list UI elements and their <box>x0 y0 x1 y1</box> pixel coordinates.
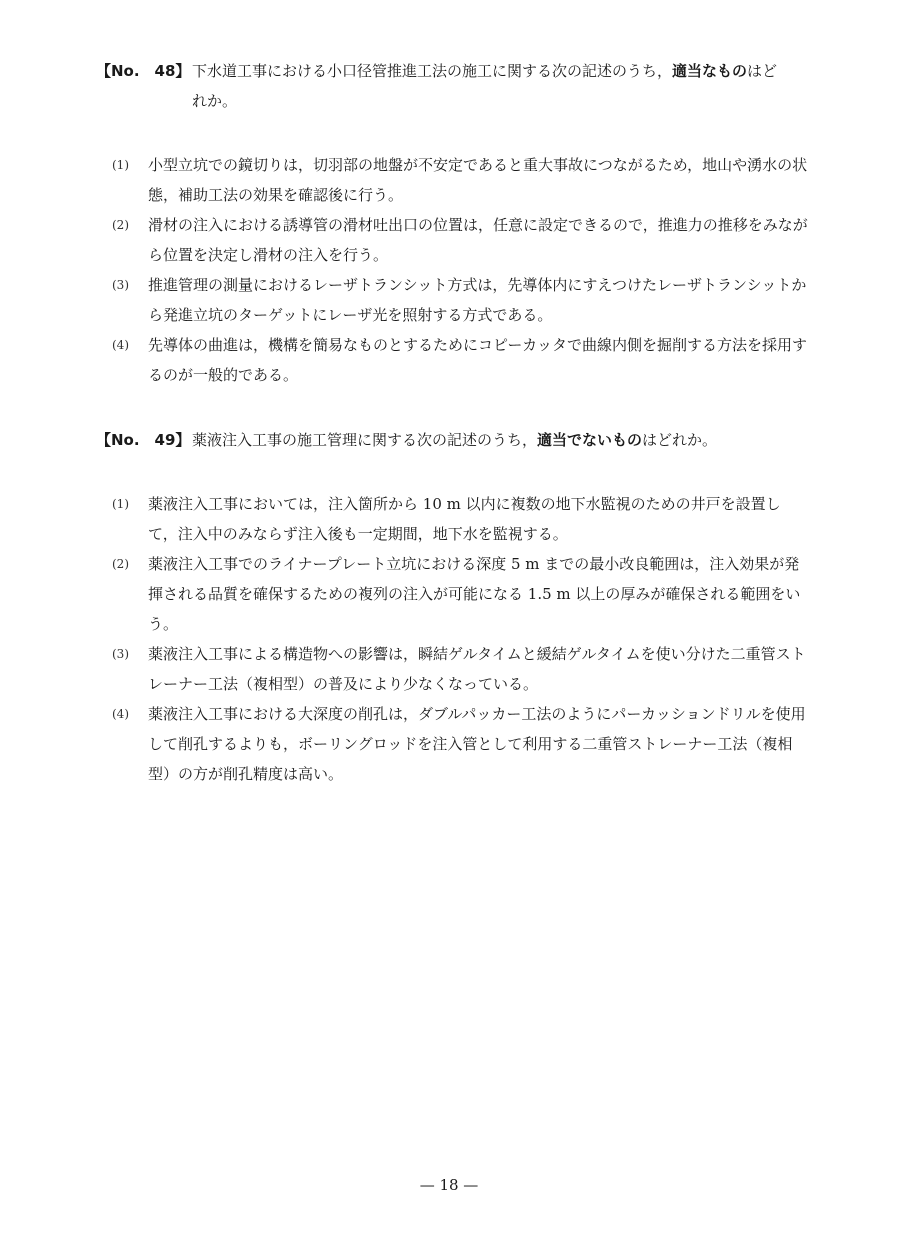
option-text: 推進管理の測量におけるレーザトランシット方式は，先導体内にすえつけたレーザトランシットから発進立坑のターゲットにレーザ光を照射する方式である。 <box>148 276 807 324</box>
option-item <box>96 699 808 789</box>
question-emphasis: 適当でないもの <box>537 431 643 449</box>
question-number: 【No. 49】 <box>96 431 191 449</box>
question-header <box>96 56 808 116</box>
options-list <box>96 489 808 789</box>
question-48 <box>96 56 808 406</box>
option-text: 滑材の注入における誘導管の滑材吐出口の位置は，任意に設定できるので，推進力の推移をみながら位置を決定し滑材の注入を行う。 <box>148 216 808 264</box>
option-label: (4) <box>112 338 129 352</box>
question-49 <box>96 425 808 805</box>
question-text-part: れか。 <box>192 92 238 110</box>
option-item <box>96 330 808 390</box>
question-emphasis: 適当なもの <box>672 62 748 80</box>
option-item <box>96 639 808 699</box>
option-label: (4) <box>112 707 129 721</box>
question-header <box>96 425 808 455</box>
option-item <box>96 150 808 210</box>
page-number: — 18 — <box>419 1176 479 1194</box>
option-item <box>96 270 808 330</box>
option-label: (3) <box>112 278 129 292</box>
question-text-part: はどれか。 <box>642 431 718 449</box>
option-text: 先導体の曲進は，機構を簡易なものとするためにコピーカッタで曲線内側を掘削する方法を採用するのが一般的である。 <box>148 336 807 384</box>
question-text-part: はど <box>747 62 778 80</box>
option-text: 薬液注入工事による構造物への影響は，瞬結ゲルタイムと緩結ゲルタイムを使い分けた二重管ストレーナー工法（複相型）の普及により少なくなっている。 <box>148 645 806 693</box>
option-item <box>96 210 808 270</box>
question-text <box>192 56 808 116</box>
option-label: (1) <box>112 158 129 172</box>
option-label: (2) <box>112 557 129 571</box>
option-label: (1) <box>112 497 129 511</box>
option-text: 薬液注入工事における大深度の削孔は，ダブルパッカー工法のようにパーカッションドリルを使用して削孔するよりも，ボーリングロッドを注入管として利用する二重管ストレーナー工法（複相型）の方が削孔精度は高い。 <box>148 705 806 783</box>
question-text-part: 薬液注入工事の施工管理に関する次の記述のうち， <box>192 431 538 449</box>
option-label: (3) <box>112 647 129 661</box>
question-text-part: 下水道工事における小口径管推進工法の施工に関する次の記述のうち， <box>192 62 673 80</box>
option-item <box>96 489 808 549</box>
question-number: 【No. 48】 <box>96 62 191 80</box>
option-label: (2) <box>112 218 129 232</box>
option-item <box>96 549 808 639</box>
option-text: 小型立坑での鏡切りは，切羽部の地盤が不安定であると重大事故につながるため，地山や湧水の状態，補助工法の効果を確認後に行う。 <box>148 156 808 204</box>
options-list <box>96 150 808 390</box>
option-text: 薬液注入工事でのライナープレート立坑における深度 5 m までの最小改良範囲は，注入効果が発揮される品質を確保するための複列の注入が可能になる 1.5 m 以上の厚みが確保される範囲をいう。 <box>148 555 801 633</box>
option-text: 薬液注入工事においては，注入箇所から 10 m 以内に複数の地下水監視のための井戸を設置して，注入中のみならず注入後も一定期間，地下水を監視する。 <box>148 495 781 543</box>
question-text <box>192 425 808 455</box>
